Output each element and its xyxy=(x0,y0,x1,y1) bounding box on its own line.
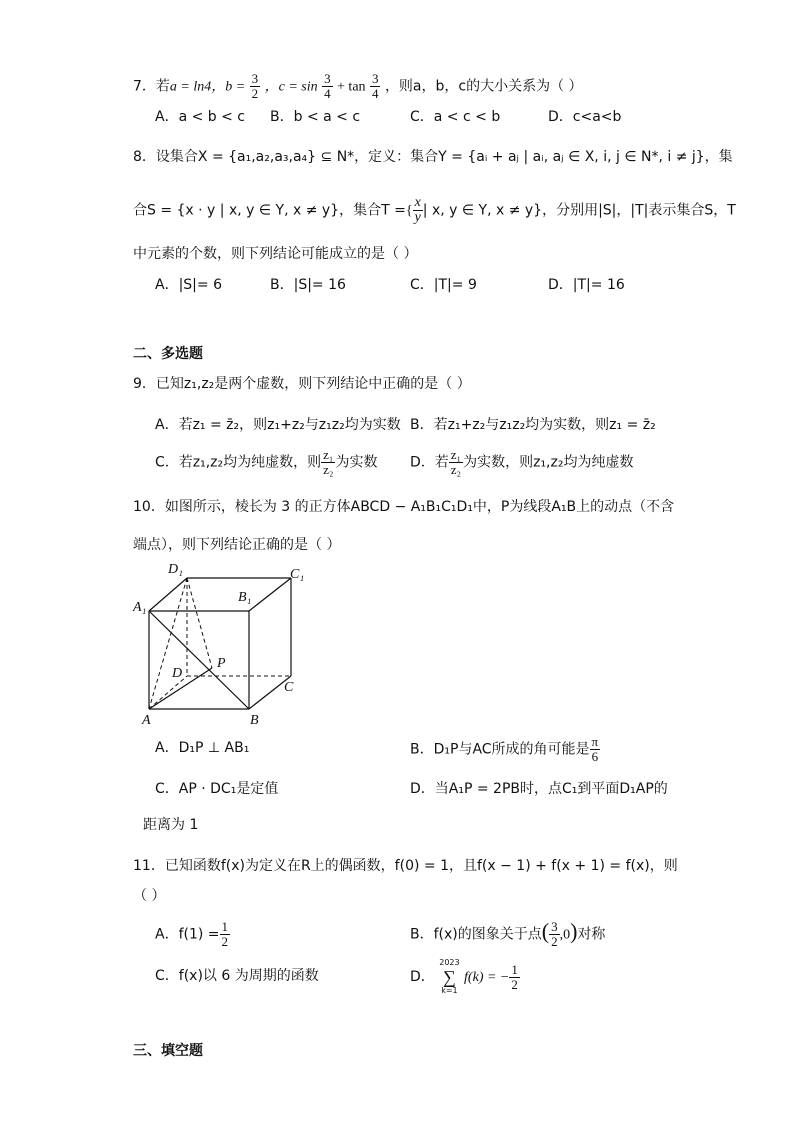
edge-b1c1 xyxy=(249,578,291,611)
q10-option-c: C．AP · DC₁是定值 xyxy=(155,781,279,797)
q8-option-c: C．|T|= 9 xyxy=(410,277,477,293)
fraction: $\frac{3}{4}$ xyxy=(324,71,331,101)
q9-option-c: C．若z₁,z₂均为纯虚数，则 $\frac{\text{z₁}}{\text{z₂}}$ 为实数 xyxy=(155,447,378,477)
q8-option-d: D．|T|= 16 xyxy=(548,277,625,293)
segment-d1p xyxy=(187,578,212,668)
q9-option-b: B．若z₁+z₂与z₁z₂均为实数，则z₁ = z̄₂ xyxy=(410,417,656,433)
label-p: P xyxy=(217,656,226,671)
q7-option-d: D．c<a<b xyxy=(548,109,622,125)
q7-option-c: C．a < c < b xyxy=(410,109,501,125)
q11-option-c: C．f(x)以 6 为周期的函数 xyxy=(155,968,319,984)
fraction: $\frac{3}{2}$ xyxy=(551,919,558,949)
label-b: B xyxy=(250,713,259,728)
fraction: $\frac{\text{z₁}}{\text{z₂}}$ xyxy=(450,447,462,477)
segment-d1a xyxy=(149,578,187,709)
q11-option-b: B．f(x)的图象关于点( $\frac{3}{2}$ ,0)对称 xyxy=(410,918,606,949)
label-c1: C₁ xyxy=(290,567,305,582)
label-b1: B₁ xyxy=(238,590,252,605)
q7-option-a: A．a < b < c xyxy=(155,109,246,125)
label-d1: D₁ xyxy=(168,562,183,577)
q10-option-d: D．当A₁P = 2PB时，点C₁到平面D₁AP的 xyxy=(410,781,668,797)
q10-option-a: A．D₁P ⊥ AB₁ xyxy=(155,740,250,756)
q11-line1: 11．已知函数f(x)为定义在R上的偶函数，f(0) = 1，且f(x − 1) + f(x + 1) = f(x)，则 xyxy=(133,858,678,874)
q9-option-d: D．若 $\frac{\text{z₁}}{\text{z₂}}$ 为实数，则z₁,z₂均为纯虚数 xyxy=(410,447,634,477)
q8-line1: 8．设集合X = {a₁,a₂,a₃,a₄} ⊆ N*，定义：集合Y = {aᵢ + aⱼ | aᵢ, aⱼ ∈ X, i, j ∈ N*, i ≠ j}，集 xyxy=(133,149,733,165)
q8-option-b: B．|S|= 16 xyxy=(270,277,346,293)
label-d: D xyxy=(172,666,183,681)
fraction: $\frac{\pi}{6}$ xyxy=(591,734,599,764)
q9-option-a: A．若z₁ = z̄₂，则z₁+z₂与z₁z₂均为实数 xyxy=(155,417,401,433)
fraction: $\frac{x}{y}$ xyxy=(414,195,421,225)
q7-option-b: B．b < a < c xyxy=(270,109,361,125)
label-a: A xyxy=(142,713,151,728)
q10-option-b: B．D₁P与AC所成的角可能是 $\frac{\pi}{6}$ xyxy=(410,734,599,764)
fraction: $\frac{1}{2}$ xyxy=(511,961,518,992)
label-c: C xyxy=(284,680,294,695)
q8-line2: 合S = {x · y | x, y ∈ Y, x ≠ y}，集合T ={ $\frac{x}{y}$ | x, y ∈ Y, x ≠ y}，分别用|S|，|T|表示集合S，T xyxy=(133,195,736,225)
edge-a1d1 xyxy=(149,578,187,611)
q10-line1: 10．如图所示，棱长为 3 的正方体ABCD − A₁B₁C₁D₁中，P为线段A₁B上的动点（不含 xyxy=(133,499,675,515)
cube-figure xyxy=(130,556,320,728)
q10-line2: 端点），则下列结论正确的是（ ） xyxy=(133,537,341,553)
q8-option-a: A．|S|= 6 xyxy=(155,277,222,293)
q8-line3: 中元素的个数，则下列结论可能成立的是（ ） xyxy=(133,246,418,262)
q11-option-a: A．f(1) = $\frac{1}{2}$ xyxy=(155,919,229,949)
summation: 2023 ∑ k=1 xyxy=(439,958,460,995)
q10-option-d-continuation: 距离为 1 xyxy=(143,817,199,833)
label-a1: A₁ xyxy=(133,600,147,615)
q11-option-d: D． 2023 ∑ k=1 f(k) = − $\frac{1}{2}$ xyxy=(410,958,518,995)
fraction: $\frac{3}{2}$ xyxy=(251,71,259,101)
section-heading-multiple-choice: 二、多选题 xyxy=(133,346,203,362)
q9-stem: 9．已知z₁,z₂是两个虚数，则下列结论中正确的是（ ） xyxy=(133,376,471,392)
q11-line2: （ ） xyxy=(133,888,166,904)
q7-stem: 7．若a = ln4，b = $\frac{3}{2}$ ，c = sin $\frac{3}{4}$ + tan $\frac{3}{4}$ ，则a，b，c的大小关系为（ ） xyxy=(133,71,583,101)
segment-a1b xyxy=(149,611,249,709)
fraction: $\frac{\text{z₁}}{\text{z₂}}$ xyxy=(323,447,334,477)
section-heading-fill-in: 三、填空题 xyxy=(133,1043,203,1059)
fraction: $\frac{1}{2}$ xyxy=(221,919,229,949)
fraction: $\frac{3}{4}$ xyxy=(371,71,379,101)
